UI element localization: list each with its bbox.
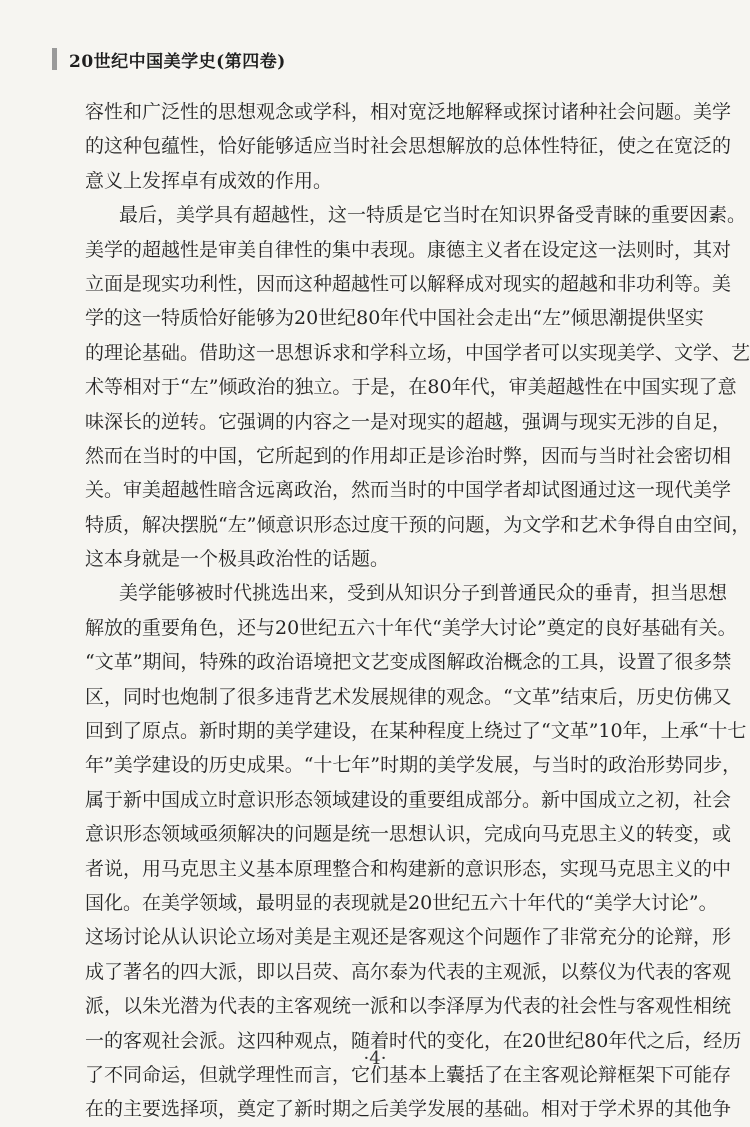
text-line: 了不同命运，但就学理性而言，它们基本上囊括了在主客观论辩框架下可能存 — [85, 1063, 732, 1086]
text-line: “文革”期间，特殊的政治语境把文艺变成图解政治概念的工具，设置了很多禁 — [85, 651, 732, 674]
text-line: 学的这一特质恰好能够为20世纪80年代中国社会走出“左”倾思潮提供坚实 — [85, 307, 704, 330]
text-line: 一的客观社会派。这四种观点，随着时代的变化，在20世纪80年代之后，经历 — [85, 1029, 742, 1052]
text-line: 属于新中国成立时意识形态领域建设的重要组成部分。新中国成立之初，社会 — [85, 788, 732, 811]
text-line: 意义上发挥卓有成效的作用。 — [85, 169, 333, 192]
text-line: 派，以朱光潜为代表的主客观统一派和以李泽厚为代表的社会性与客观性相统 — [85, 995, 732, 1018]
text-line: 关。审美超越性暗含远离政治，然而当时的中国学者却试图通过这一现代美学 — [85, 479, 732, 502]
text-line: 意识形态领域亟须解决的问题是统一思想认识，完成向马克思主义的转变，或 — [85, 823, 732, 846]
running-header — [52, 46, 286, 72]
text-line: 区，同时也炮制了很多违背艺术发展规律的观念。“文革”结束后，历史仿佛又 — [85, 685, 732, 708]
book-title: 20世纪中国美学史(第四卷) — [69, 51, 286, 72]
text-line: 美学的超越性是审美自律性的集中表现。康德主义者在设定这一法则时，其对 — [85, 238, 732, 261]
text-line: 解放的重要角色，还与20世纪五六十年代“美学大讨论”奠定的良好基础有关。 — [85, 616, 737, 639]
text-line: 国化。在美学领域，最明显的表现就是20世纪五六十年代的“美学大讨论”。 — [85, 891, 718, 914]
text-line: 然而在当时的中国，它所起到的作用却正是诊治时弊，因而与当时社会密切相 — [85, 444, 732, 467]
text-line: 美学能够被时代挑选出来，受到从知识分子到普通民众的垂青，担当思想 — [119, 582, 728, 605]
text-line: 这本身就是一个极具政治性的话题。 — [85, 548, 390, 571]
text-line: 术等相对于“左”倾政治的独立。于是，在80年代，审美超越性在中国实现了意 — [85, 376, 737, 399]
page-number: ·4· — [363, 1048, 387, 1069]
text-line: 容性和广泛性的思想观念或学科，相对宽泛地解释或探讨诸种社会问题。美学 — [85, 101, 732, 123]
text-line: 成了著名的四大派，即以吕荧、高尔泰为代表的主观派，以蔡仪为代表的客观 — [85, 960, 732, 983]
text-line: 者说，用马克思主义基本原理整合和构建新的意识形态，实现马克思主义的中 — [85, 857, 732, 880]
text-line: 味深长的逆转。它强调的内容之一是对现实的超越，强调与现实无涉的自足， — [85, 410, 732, 433]
text-line: 这场讨论从认识论立场对美是主观还是客观这个问题作了非常充分的论辩，形 — [85, 926, 732, 949]
text-line: 在的主要选择项，奠定了新时期之后美学发展的基础。相对于学术界的其他争 — [85, 1098, 732, 1121]
text-line: 的理论基础。借助这一思想诉求和学科立场，中国学者可以实现美学、文学、艺 — [85, 341, 750, 364]
text-line: 回到了原点。新时期的美学建设，在某种程度上绕过了“文革”10年，上承“十七 — [85, 720, 747, 743]
body-text — [85, 95, 750, 1127]
text-line: 年”美学建设的历史成果。“十七年”时期的美学发展，与当时的政治形势同步， — [85, 754, 742, 777]
header-marker-bar — [52, 48, 57, 70]
text-line: 立面是现实功利性，因而这种超越性可以解释成对现实的超越和非功利等。美 — [85, 272, 732, 295]
text-line: 最后，美学具有超越性，这一特质是它当时在知识界备受青睐的重要因素。 — [119, 204, 747, 227]
text-line: 特质，解决摆脱“左”倾意识形态过度干预的问题，为文学和艺术争得自由空间， — [85, 513, 750, 536]
text-line: 的这种包蕴性，恰好能够适应当时社会思想解放的总体性特征，使之在宽泛的 — [85, 135, 732, 158]
